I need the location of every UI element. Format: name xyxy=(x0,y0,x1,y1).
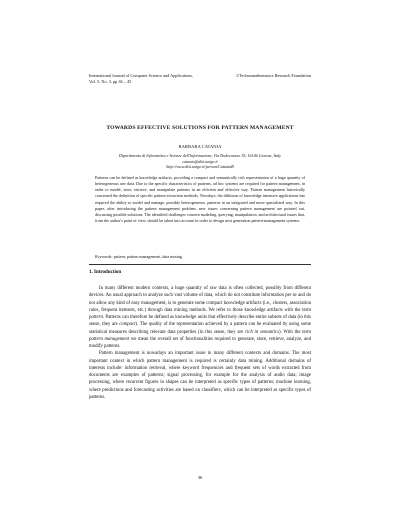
emphasized-term: rich in semantics xyxy=(245,329,279,335)
text-run: we mean the overall set of functionalities required to generate, store, retrieve, analyze, and modify patterns. xyxy=(89,336,311,349)
page-number: 36 xyxy=(197,475,203,480)
keywords-text: pattern, pattern management, data mining. xyxy=(113,254,183,259)
intro-paragraph-1 xyxy=(89,285,311,350)
emphasized-term: compact xyxy=(119,322,136,328)
volume-info: Vol. 5, No. 3, pp 36 – 45 xyxy=(89,79,132,85)
abstract: Patterns can be defined as knowledge artifacts, providing a compact and semantically rich representation of a huge quantity of heterogeneous raw data. Due to the specific characteristics of patterns, ad hoc systems are required for pattern management, in order to model, store, retrieve, and manipulate patterns in an efficient and effective way. Pattern management historically concerned the definition of specific pattern extraction methods. Nowdays, the diffusion of knowledge intensive applications has required the ability to model and manage, possibly heterogeneous, patterns in an integrated and more specialized way. In this paper, after introducing the pattern management problem, new issues concerning pattern management are pointed out, discussing possible solutions. The identified challenges concern modeling, querying, manipulation, and architectural issues that, from the author's point of view, should be taken into account in order to design next generation pattern-management systems. xyxy=(95,175,305,224)
text-run: . Patterns can therefore be defined as knowledge units that effectively describe entire subsets of data (in this sense, they are xyxy=(89,315,311,328)
author-name: BARBARA CATANIA xyxy=(178,144,222,149)
affiliation-address: Dipartimento di Informatica e Scienze dell'Informazione, Via Dodecaneso 35, 16146 Genova, Italy xyxy=(118,153,282,158)
journal-name: International Journal of Computer Science and Applications, xyxy=(89,73,194,78)
text-run: ). The quality of the representation achieved by a pattern can be evaluated by using some statistical measures describing relevant data properties (in this sense, they are xyxy=(89,322,311,335)
text-run: ). With the term xyxy=(278,329,312,335)
keywords-label: Keywords: xyxy=(95,254,113,259)
emphasized-term: pattern xyxy=(89,315,103,320)
text-run: In many different modern contexts, a huge quantity of raw data is often collected, possibly from different devices. An usual approach to analyze such vast volume of data, which do not constitute information per se and do not allow any kind of easy management, is to generate some compact knowledge artifacts (i.e., clusters, association rules, frequent itemsets, etc.) through data mining methods. We refer to those knowledge artifacts with the term xyxy=(89,286,311,313)
keywords xyxy=(95,254,305,259)
paper-title: TOWARDS EFFECTIVE SOLUTIONS FOR PATTERN MANAGEMENT xyxy=(106,125,294,131)
section-heading: 1. Introduction xyxy=(89,270,122,275)
affiliation xyxy=(0,153,400,170)
author-email: catania@disi.unige.it xyxy=(182,158,218,164)
publisher: ©Technomathematics Research Foundation xyxy=(235,73,311,78)
section-divider xyxy=(89,264,311,265)
intro-paragraph-2: Pattern management is nowadays an important issue in many different contexts and domains. The most important context in which pattern management is required is certainly data mining. Additional domains of interests include: information retrieval, where keyword frequencies and frequent sets of words extracted from documents are examples of patterns; signal processing, for example for the analysis of audio data; image processing, where recurrent figures in shapes can be interpreted as specific types of patterns; machine learning, where predictions and forecasting activities are based on classifiers, which can be interpreted as specific types of patterns. xyxy=(89,351,311,400)
running-header xyxy=(89,73,311,85)
emphasized-term: pattern management xyxy=(89,336,130,342)
section-body xyxy=(89,285,311,401)
author-url: http://www.disi.unige.it/person/CataniaB xyxy=(166,164,234,170)
